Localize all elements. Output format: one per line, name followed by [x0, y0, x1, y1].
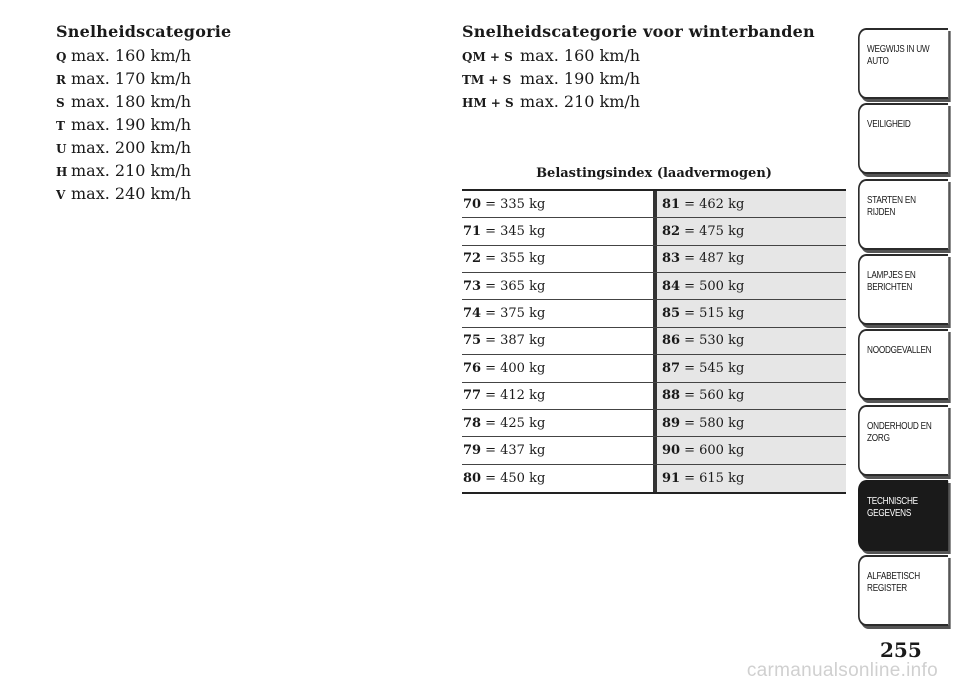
load-index-number: 76: [463, 360, 482, 376]
load-index-weight: = 560 kg: [684, 388, 745, 404]
speed-value: max. 210 km/h: [71, 161, 192, 180]
speed-row: [56, 113, 191, 136]
load-index-weight: = 530 kg: [684, 333, 745, 349]
load-index-number: 85: [662, 306, 681, 322]
load-index-number: 71: [463, 224, 482, 240]
load-cell-right: [657, 355, 846, 381]
chapter-tab[interactable]: [858, 28, 948, 99]
chapter-tab[interactable]: [858, 179, 948, 250]
load-cell-left: [462, 437, 653, 463]
speed-row: [462, 67, 640, 90]
speed-value: max. 170 km/h: [71, 69, 192, 88]
speed-row: [56, 159, 191, 182]
load-index-number: 90: [662, 442, 681, 458]
load-index-number: 83: [662, 251, 681, 267]
speed-code: QM + S: [462, 50, 513, 64]
load-index-weight: = 487 kg: [684, 251, 745, 267]
load-index-weight: = 387 kg: [485, 333, 546, 349]
load-index-weight: = 425 kg: [485, 415, 546, 431]
load-cell-right: [657, 437, 846, 463]
load-cell-right: [657, 383, 846, 409]
load-cell-left: [462, 328, 653, 354]
chapter-tab-label: WEGWIJS IN UW AUTO: [867, 44, 930, 67]
table-row: [462, 355, 846, 382]
load-index-weight: = 365 kg: [485, 278, 546, 294]
speed-code: Q: [56, 50, 67, 64]
load-index-number: 77: [463, 388, 482, 404]
speed-value: max. 190 km/h: [71, 115, 192, 134]
load-index-weight: = 515 kg: [684, 306, 745, 322]
chapter-tab-label: TECHNISCHE GEGEVENS: [867, 495, 918, 519]
load-index-number: 74: [463, 306, 482, 322]
speed-code: V: [56, 188, 66, 202]
table-row: [462, 437, 846, 464]
speed-value: max. 190 km/h: [520, 69, 641, 88]
load-cell-right: [657, 410, 846, 436]
load-index-weight: = 580 kg: [684, 415, 745, 431]
speed-value: max. 200 km/h: [71, 138, 192, 157]
chapter-tab[interactable]: [858, 329, 948, 400]
load-cell-left: [462, 300, 653, 326]
load-index-number: 89: [662, 415, 681, 431]
speed-row: [56, 67, 191, 90]
load-index-weight: = 412 kg: [485, 388, 546, 404]
load-index-table: [462, 189, 846, 494]
speed-row: [56, 90, 191, 113]
speed-code: U: [56, 142, 67, 156]
load-cell-right: [657, 218, 846, 244]
table-row: [462, 246, 846, 273]
speed-value: max. 160 km/h: [520, 46, 641, 65]
chapter-tab[interactable]: [858, 555, 948, 626]
load-index-weight: = 600 kg: [684, 442, 745, 458]
watermark: carmanualsonline.info: [746, 660, 938, 681]
table-row: [462, 300, 846, 327]
load-cell-left: [462, 191, 653, 217]
speed-value: max. 180 km/h: [71, 92, 192, 111]
load-index-number: 84: [662, 278, 681, 294]
table-row: [462, 273, 846, 300]
load-index-weight: = 450 kg: [485, 470, 546, 486]
load-cell-right: [657, 328, 846, 354]
load-index-number: 79: [463, 442, 482, 458]
load-index-number: 81: [662, 196, 681, 212]
speed-value: max. 160 km/h: [71, 46, 192, 65]
load-cell-right: [657, 300, 846, 326]
load-index-number: 78: [463, 415, 482, 431]
speed-row: [56, 44, 191, 67]
chapter-tab[interactable]: [858, 103, 948, 174]
speed-category-heading: Snelheidscategorie: [56, 22, 232, 41]
speed-row: [56, 136, 191, 159]
load-index-weight: = 615 kg: [684, 470, 745, 486]
speed-row: [462, 44, 640, 67]
chapter-tab-label: VEILIGHEID: [867, 119, 911, 131]
load-cell-left: [462, 246, 653, 272]
load-index-number: 82: [662, 224, 681, 240]
load-index-weight: = 545 kg: [684, 360, 745, 376]
speed-category-list: [56, 44, 191, 205]
table-row: [462, 410, 846, 437]
load-cell-left: [462, 383, 653, 409]
speed-row: [462, 90, 640, 113]
speed-code: H: [56, 165, 68, 179]
speed-code: T: [56, 119, 65, 133]
load-cell-left: [462, 410, 653, 436]
load-index-weight: = 335 kg: [485, 196, 546, 212]
load-index-number: 87: [662, 360, 681, 376]
load-index-weight: = 400 kg: [485, 360, 546, 376]
load-cell-right: [657, 465, 846, 492]
load-index-weight: = 462 kg: [684, 196, 745, 212]
load-index-weight: = 500 kg: [684, 278, 745, 294]
load-cell-right: [657, 246, 846, 272]
load-index-number: 72: [463, 251, 482, 267]
chapter-tab-label: STARTEN EN RIJDEN: [867, 194, 916, 218]
load-index-weight: = 345 kg: [485, 224, 546, 240]
table-row: [462, 218, 846, 245]
load-index-number: 86: [662, 333, 681, 349]
load-cell-right: [657, 191, 846, 217]
speed-value: max. 240 km/h: [71, 184, 192, 203]
load-index-title: Belastingsindex (laadvermogen): [536, 166, 772, 181]
load-cell-left: [462, 355, 653, 381]
load-index-number: 88: [662, 388, 681, 404]
load-index-weight: = 375 kg: [485, 306, 546, 322]
load-index-weight: = 437 kg: [485, 442, 546, 458]
speed-code: TM + S: [462, 73, 512, 87]
load-cell-right: [657, 273, 846, 299]
load-index-number: 91: [662, 470, 681, 486]
chapter-tab-label: ALFABETISCH REGISTER: [867, 571, 920, 595]
table-row: [462, 191, 846, 218]
load-cell-left: [462, 218, 653, 244]
speed-code: S: [56, 96, 65, 110]
load-cell-left: [462, 273, 653, 299]
chapter-tab-label: ONDERHOUD EN ZORG: [867, 420, 932, 444]
chapter-tab-label: NOODGEVALLEN: [867, 345, 932, 357]
load-cell-left: [462, 465, 653, 492]
speed-value: max. 210 km/h: [520, 92, 641, 111]
load-index-weight: = 475 kg: [684, 224, 745, 240]
table-row: [462, 383, 846, 410]
table-row: [462, 328, 846, 355]
winter-speed-category-heading: Snelheidscategorie voor winterbanden: [462, 22, 815, 41]
load-index-number: 75: [463, 333, 482, 349]
speed-row: [56, 182, 191, 205]
load-index-weight: = 355 kg: [485, 251, 546, 267]
speed-code: HM + S: [462, 96, 514, 110]
page-number: 255: [880, 638, 922, 662]
speed-code: R: [56, 73, 66, 87]
load-index-number: 70: [463, 196, 482, 212]
chapter-tab-label: LAMPJES EN BERICHTEN: [867, 269, 916, 293]
winter-speed-category-list: [462, 44, 640, 113]
table-row: [462, 465, 846, 492]
chapter-tab[interactable]: [858, 254, 948, 325]
chapter-tab[interactable]: [858, 405, 948, 476]
chapter-tab[interactable]: [858, 480, 948, 551]
load-index-number: 80: [463, 470, 482, 486]
load-index-number: 73: [463, 278, 482, 294]
